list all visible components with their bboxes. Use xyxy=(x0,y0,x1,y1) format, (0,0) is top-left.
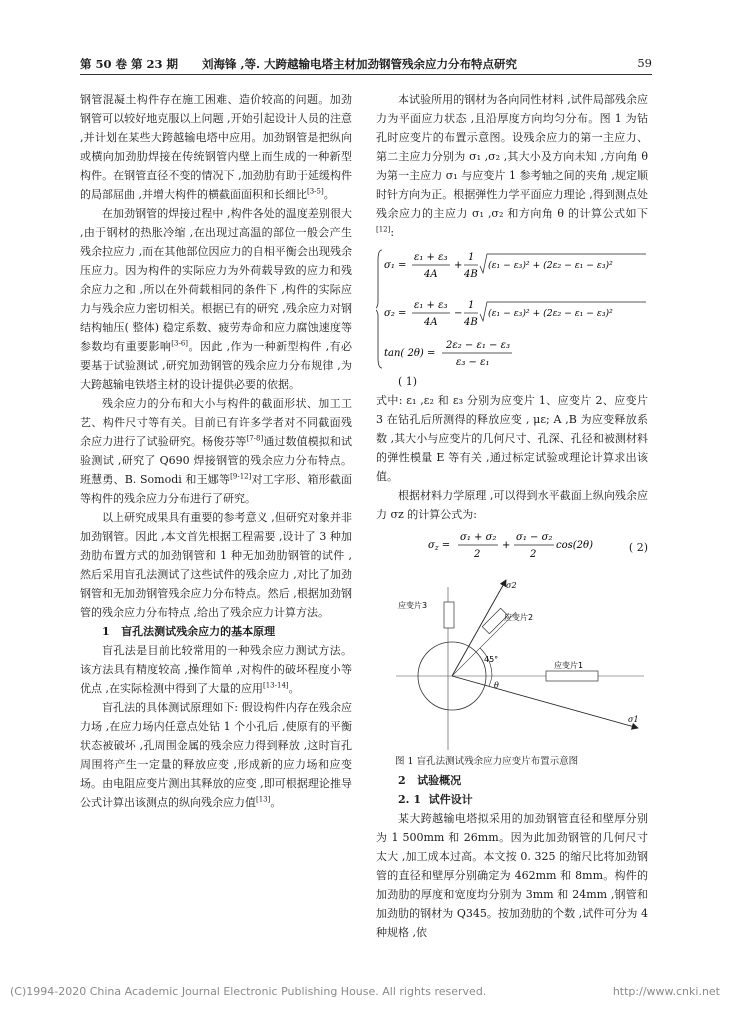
figure-caption: 图 1 盲孔法测试残余应力应变片布置示意图 xyxy=(395,756,579,767)
gauge3-label: 应变片3 xyxy=(398,601,428,610)
strain-gauge-1 xyxy=(546,671,598,681)
equation-number: ( 1) xyxy=(398,375,418,388)
sigma1-arrow xyxy=(452,676,638,728)
svg-text:4B: 4B xyxy=(464,317,478,328)
paragraph: 钢管混凝土构件存在施工困难、造价较高的问题。加劲钢管可以较好地克服以上问题 ,开始引起设计人员的注意 ,并计划在某些大跨越输电塔中应用。加劲钢管是把纵向或横向加劲肋焊接在传统钢管内壁上而生成的一种新型构件。在钢管直径不变的情况下 ,加劲肋有助于延缓构件的局部屈曲 ,并增大构件的横截面面积和长细比[3-5]。 xyxy=(80,93,352,201)
svg-text:ε₁ + ε₃: ε₁ + ε₃ xyxy=(414,252,448,263)
right-column xyxy=(376,90,648,942)
theta-label: θ xyxy=(494,681,499,690)
equation-number: ( 2) xyxy=(628,541,648,554)
paragraph: 残余应力的分布和大小与构件的截面形状、加工工艺、构件尺寸等有关。目前已有许多学者对不同截面残余应力进行了试验研究。杨俊芬等[7-8]通过数值模拟和试验测试 ,研究了 Q690 焊接钢管的残余应力分布特点。班慧勇、B. Somodi 和王娜等[9-12]对工字形、箱形截面等构件的残余应力分布进行了研究。 xyxy=(80,397,353,505)
svg-text:cos(2θ): cos(2θ) xyxy=(556,540,593,551)
paragraph: 某大跨越输电塔拟采用的加劲钢管直径和壁厚分别为 1 500mm 和 26mm。因为此加劲钢管的几何尺寸太大 ,加工成本过高。本文按 0. 325 的缩尺比将加劲钢管的直径和壁厚分别确定为 462mm 和 8mm。构件的加劲肋的厚度和宽度均分别为 3mm 和 24mm ,钢管和加劲肋的钢材为 Q345。按加劲肋的个数 ,试件可分为 4 种规格 ,依 xyxy=(376,812,648,939)
svg-text:4A: 4A xyxy=(424,317,438,328)
svg-text:+: + xyxy=(502,540,511,551)
paragraph: 盲孔法是目前比较常用的一种残余应力测试方法。该方法具有精度较高 ,操作简单 ,对构件的破坏程度小等优点 ,在实际检测中得到了大量的应用[13-14]。 xyxy=(80,644,352,695)
svg-text:σ₂ =: σ₂ = xyxy=(384,308,407,319)
svg-text:ε₁ + ε₃: ε₁ + ε₃ xyxy=(414,300,448,311)
equation-2 xyxy=(376,524,648,564)
cnki-link[interactable]: http://www.cnki.net xyxy=(612,985,720,998)
angle-45-label: 45° xyxy=(484,655,499,664)
journal-volume: 第 50 卷 第 23 期 xyxy=(80,57,179,71)
svg-text:(ε₁ − ε₃)² + (2ε₂ − ε₁ − ε₃)²: (ε₁ − ε₃)² + (2ε₂ − ε₁ − ε₃)² xyxy=(488,308,613,319)
citation[interactable]: [12] xyxy=(376,225,391,234)
section-heading: 2 试验概况 xyxy=(398,774,462,787)
svg-text:σ₁ =: σ₁ = xyxy=(384,260,407,271)
copyright-text: (C)1994-2020 China Academic Journal Electronic Publishing House. All rights reserved. xyxy=(10,985,487,998)
citation[interactable]: [13-14] xyxy=(263,681,289,690)
svg-text:2: 2 xyxy=(474,549,481,560)
citation[interactable]: [9-12] xyxy=(230,472,252,481)
svg-text:σz =: $\sigma_z$ = xyxy=(428,540,451,552)
paragraph: 式中: ε₁ ,ε₂ 和 ε₃ 分别为应变片 1、应变片 2、应变片 3 在钻孔后所测得的释放应变 , με; A ,B 为应变释放系数 ,其大小与应变片的几何尺寸、孔深、孔径和被测材料的弹性模量 E 等有关 ,通过标定试验或理论计算求出该值。 xyxy=(376,394,648,483)
gauge1-label: 应变片1 xyxy=(554,661,584,670)
strain-gauge-3 xyxy=(444,602,454,628)
paragraph: 根据材料力学原理 ,可以得到水平截面上纵向残余应力 σz 的计算公式为: xyxy=(376,489,648,521)
gauge2-label: 应变片2 xyxy=(504,613,534,622)
paragraph: 以上研究成果具有重要的参考意义 ,但研究对象并非加劲钢管。因此 ,本文首先根据工程需要 ,设计了 3 种加劲肋布置方式的加劲钢管和 1 种无加劲肋钢管的试件 ,然后采用盲孔法测试了这些试件的残余应力 ,对比了加劲钢管和无加劲钢管残余应力分布特点。然后 ,根据加劲钢管的残余应力分布特点 ,给出了残余应力计算方法。 xyxy=(80,511,352,619)
svg-text:σ₁ + σ₂: σ₁ + σ₂ xyxy=(460,532,497,543)
citation[interactable]: [3-5] xyxy=(307,187,324,196)
equation-1 xyxy=(376,246,648,372)
svg-text:1: 1 xyxy=(468,300,475,311)
svg-text:+: + xyxy=(454,260,463,271)
paragraph: 本试验所用的钢材为各向同性材料 ,试件局部残余应力为平面应力状态 ,且沿厚度方向均匀分布。图 1 为钻孔时应变片的布置示意图。设残余应力的第一主应力、第二主应力分别为 σ₁ ,σ₂ ,其大小及方向未知 ,方向角 θ 为第一主应力 σ₁ 与应变片 1 参考轴之间的夹角 ,规定顺时针方向为正。根据弹性力学平面应力理论 ,得到测点处残余应力的主应力 σ₁ ,σ₂ 和方向角 θ 的计算公式如下[12]: xyxy=(376,93,648,239)
sigma1-label: σ1 xyxy=(628,715,639,724)
svg-text:2: 2 xyxy=(530,549,537,560)
figure-1 xyxy=(376,572,648,752)
subsection-heading: 2. 1 试件设计 xyxy=(398,793,473,806)
svg-text:tan( 2θ) =: tan( 2θ) = xyxy=(384,348,436,359)
paragraph: 盲孔法的具体测试原理如下: 假设构件内存在残余应力场 ,在应力场内任意点处钻 1 个小孔后 ,使原有的平衡状态被破坏 ,孔周围金属的残余应力得到释放 ,这时盲孔周围将产生一定量的释放应变 ,形成新的应力场和应变场。由电阻应变片测出其释放的应变 ,即可根据理论推导公式计算出该测点的纵向残余应力值[13]。 xyxy=(80,701,352,809)
svg-text:ε₃ − ε₁: ε₃ − ε₁ xyxy=(456,357,490,368)
citation[interactable]: [3-6] xyxy=(171,339,189,348)
section-heading: 1 盲孔法测试残余应力的基本原理 xyxy=(102,625,276,638)
svg-text:1: 1 xyxy=(468,252,475,263)
citation[interactable]: [7-8] xyxy=(246,434,264,443)
page-number: 59 xyxy=(637,56,652,70)
running-header xyxy=(80,52,652,75)
svg-text:4B: 4B xyxy=(464,269,478,280)
svg-text:2ε₂ − ε₁ − ε₃: 2ε₂ − ε₁ − ε₃ xyxy=(446,340,510,351)
running-title: 刘海锋 ,等. 大跨越输电塔主材加劲钢管残余应力分布特点研究 xyxy=(202,57,518,71)
svg-text:−: − xyxy=(454,308,463,319)
citation[interactable]: [13] xyxy=(256,795,271,804)
paragraph: 在加劲钢管的焊接过程中 ,构件各处的温度差别很大 ,由于钢材的热胀冷缩 ,在出现过高温的部位一般会产生残余拉应力 ,而在其他部位因应力的自相平衡会出现残余压应力。因为构件的实际应力为外荷载导致的应力和残余应力之和 ,所以在外荷载相同的条件下 ,构件的实际应力与残余应力密切相关。根据已有的研究 ,残余应力对钢结构轴压( 整体) 稳定系数、疲劳寿命和应力腐蚀速度等参数均有重要影响[3-6]。因此 ,作为一种新型构件 ,有必要基于试验测试 ,研究加劲钢管的残余应力分布规律 ,为大跨越输电铁塔主材的设计提供必要的依据。 xyxy=(80,207,352,391)
left-column xyxy=(80,90,352,812)
svg-text:4A: 4A xyxy=(424,269,438,280)
svg-text:σ₁ − σ₂: σ₁ − σ₂ xyxy=(516,532,553,543)
sigma2-label: σ2 xyxy=(506,581,517,590)
svg-text:(ε₁ − ε₃)² + (2ε₂ − ε₁ − ε₃)²: (ε₁ − ε₃)² + (2ε₂ − ε₁ − ε₃)² xyxy=(488,260,613,271)
